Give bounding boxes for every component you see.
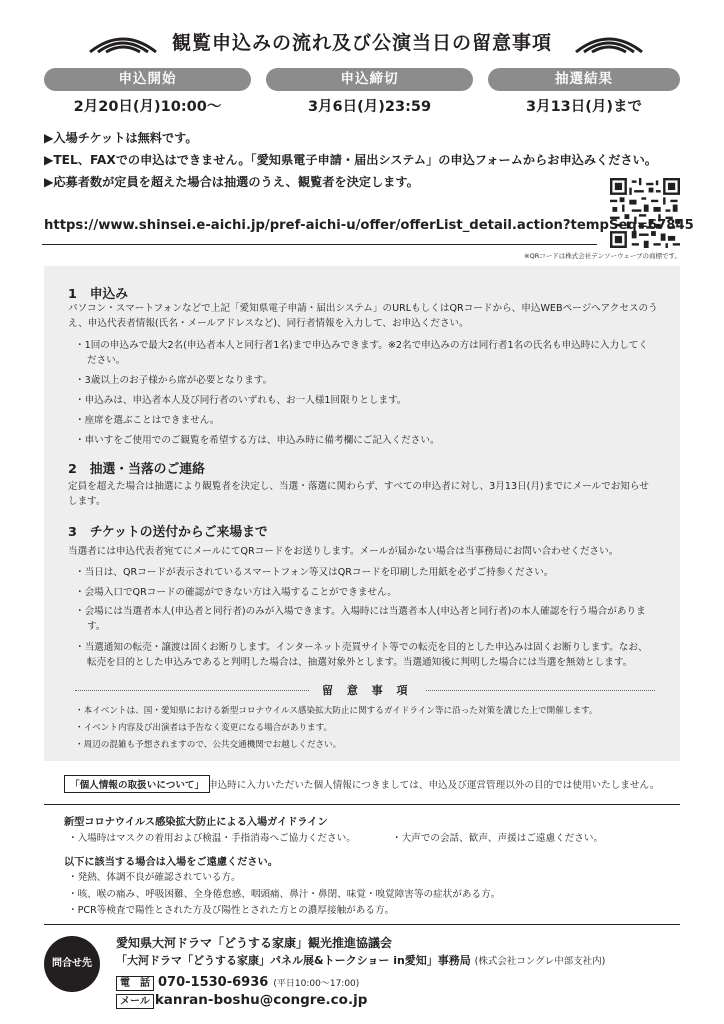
section-3-item: ・ 当日は、QRコードが表示されているスマートフォン等又はQRコードを印刷した用紙を必ずご持参ください。 xyxy=(75,565,655,580)
section-3-item: ・ 会場入口でQRコードの確認ができない方は入場することができません。 xyxy=(75,585,655,600)
application-url-link[interactable]: https://www.shinsei.e-aichi.jp/pref-aichi-u/offer/offerList_detail.action?tempSeq=67845 xyxy=(44,218,694,233)
phone-hours: (平日10:00〜17:00) xyxy=(273,979,360,989)
section-3-item: ・ 会場には当選者本人(申込者と同行者)のみが入場できます。入場時には当選者本人(申込者と同行者)の本人確認を行う場合があります。 xyxy=(75,604,655,634)
contact-org-secretariat xyxy=(116,952,605,968)
page-title: 観覧申込みの流れ及び公演当日の留意事項 xyxy=(171,32,552,54)
section-1-item: ・ 3歳以上のお子様から席が必要となります。 xyxy=(75,373,655,388)
cautions-heading: 留 意 事 項 xyxy=(310,682,425,698)
guideline-heading: 新型コロナウイルス感染拡大防止による入場ガイドライン xyxy=(64,817,328,828)
schedule-label-start: 申込開始 xyxy=(44,68,251,91)
refuse-heading: 以下に該当する場合は入場をご遠慮ください。 xyxy=(64,857,278,868)
contact-org-secretariat-note: (株式会社コングレ中部支社内) xyxy=(474,956,606,967)
mail-address[interactable]: kanran-boshu@congre.co.jp xyxy=(154,992,368,1008)
refuse-item: ・発熱、体調不良が確認されている方。 xyxy=(68,872,241,883)
notice-lottery: ▶応募者数が定員を超えた場合は抽選のうえ、観覧者を決定します。 xyxy=(44,175,419,189)
section-2-heading: 2 抽選・当落のご連絡 xyxy=(68,462,205,477)
section-3-heading: 3 チケットの送付からご来場まで xyxy=(68,525,268,540)
section-2-text: 定員を超えた場合は抽選により観覧者を決定し、当選・落選に関わらず、すべての申込者に対し、3月13日(月)までにメールでお知らせします。 xyxy=(68,481,649,507)
qr-code-icon[interactable] xyxy=(610,178,680,248)
refuse-item: ・咳、喉の痛み、呼吸困難、全身倦怠感、咽頭痛、鼻汁・鼻閉、味覚・嗅覚障害等の症状がある方。 xyxy=(68,889,501,900)
section-1-item: ・ 申込みは、申込者本人及び同行者のいずれも、お一人様1回限りとします。 xyxy=(75,393,655,408)
caution-item: ・周辺の混雑も予想されますので、公共交通機関でお越しください。 xyxy=(75,740,342,750)
schedule-label-deadline: 申込締切 xyxy=(266,68,473,91)
divider xyxy=(44,804,680,805)
phone-label: 電 話 xyxy=(116,976,154,991)
notice-free: ▶入場チケットは無料です。 xyxy=(44,131,198,145)
section-3-item: ・ 当選通知の転売・譲渡は固くお断りします。インターネット売買サイト等での転売を目的とした申込みは固くお断りします。なお、転売を目的とした申込みであると判明した場合は、抽選対象外とします。当選通知後に判明した場合には当選を無効とします。 xyxy=(75,640,655,670)
privacy-label: 「個人情報の取扱いについて」 xyxy=(64,775,210,793)
url-underline xyxy=(42,244,597,245)
section-1-item: ・ 車いすをご使用でのご観覧を希望する方は、申込み時に備考欄にご記入ください。 xyxy=(75,433,655,448)
caution-item: ・本イベントは、国・愛知県における新型コロナウイルス感染拡大防止に関するガイドライン等に沿った対策を講じた上で開催します。 xyxy=(75,706,598,716)
mail-label: メール xyxy=(116,994,154,1009)
privacy-text: 申込時に入力いただいた個人情報につきましては、申込及び運営管理以外の目的では使用いたしません。 xyxy=(208,780,660,791)
section-1-item: ・ 座席を選ぶことはできません。 xyxy=(75,413,655,428)
guideline-item-voice: ・大声での会話、歓声、声援はご遠慮ください。 xyxy=(392,833,604,844)
section-3-text: 当選者には申込代表者宛てにメールにてQRコードをお送りします。メールが届かない場合は当事務局にお問い合わせください。 xyxy=(68,546,619,557)
contact-badge: 問合せ先 xyxy=(44,936,100,992)
refuse-item: ・PCR等検査で陽性とされた方及び陽性とされた方との濃厚接触がある方。 xyxy=(68,905,395,916)
section-1-text: パソコン・スマートフォンなどで上記「愛知県電子申請・届出システム」のURLもしくはQRコードから、申込WEBページへアクセスのうえ、申込代表者情報(氏名・メールアドレスなど)、同行者情報を入力して、お申込ください。 xyxy=(68,303,658,329)
divider xyxy=(44,924,680,925)
section-1-item: ・ 1回の申込みで最大2名(申込者本人と同行者1名)まで申込みできます。※2名で申込みの方は同行者1名の氏名も申込時に入力してください。 xyxy=(75,338,655,368)
guideline-item-mask: ・入場時はマスクの着用および検温・手指消毒へご協力ください。 xyxy=(68,833,356,844)
contact-phone-row xyxy=(116,971,359,991)
notice-no-phone: ▶TEL、FAXでの申込はできません。「愛知県電子申請・届出システム」の申込フォームからお申込みください。 xyxy=(44,153,657,167)
section-1-heading: 1 申込み xyxy=(68,287,129,302)
contact-org-primary: 愛知県大河ドラマ「どうする家康」観光推進協議会 xyxy=(116,936,393,950)
schedule-label-result: 抽選結果 xyxy=(488,68,680,91)
wave-ornament-right-icon xyxy=(574,30,644,54)
contact-org-secretariat-name: 「大河ドラマ「どうする家康」パネル展&トークショー in愛知」事務局 xyxy=(116,954,471,967)
schedule-date-result: 3月13日(月)まで xyxy=(525,99,643,115)
schedule-date-start: 2月20日(月)10:00〜 xyxy=(73,99,222,115)
contact-mail-row xyxy=(116,989,367,1009)
qr-trademark-note: ※QRコードは株式会社デンソーウェーブの商標です。 xyxy=(524,252,681,260)
schedule-date-deadline: 3月6日(月)23:59 xyxy=(307,99,432,115)
phone-number[interactable]: 070-1530-6936 xyxy=(158,975,269,990)
caution-item: ・イベント内容及び出演者は予告なく変更になる場合があります。 xyxy=(75,723,333,733)
